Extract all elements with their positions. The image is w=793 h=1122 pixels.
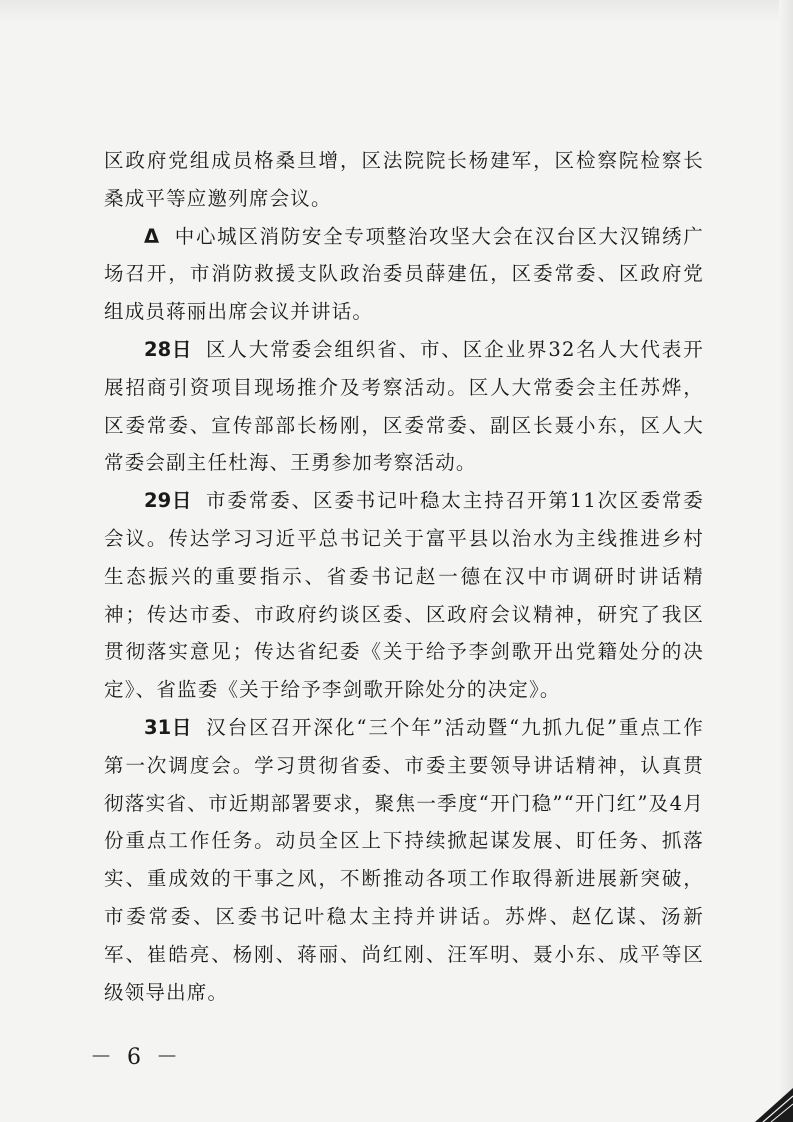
document-body: [104, 142, 704, 1011]
delta-marker-icon: Δ: [144, 224, 161, 248]
date-marker: 28日: [144, 337, 193, 361]
date-marker: 29日: [144, 489, 193, 513]
page-number: － 6 －: [90, 1045, 182, 1070]
paragraph-continuation: [104, 142, 704, 218]
paragraph-text: 区人大常委会组织省、市、区企业界32名人大代表开展招商引资项目现场推介及考察活动。区人大常委会主任苏烨，区委常委、宣传部部长杨刚，区委常委、副区长聂小东，区人大常委会副主任杜海、王勇参加考察活动。: [104, 337, 704, 475]
page-right-edge: [779, 0, 793, 1122]
paragraph-text: 汉台区召开深化“三个年”活动暨“九抓九促”重点工作第一次调度会。学习贯彻省委、市委主要领导讲话精神，认真贯彻落实省、市近期部署要求，聚焦一季度“开门稳”“开门红”及4月份重点工作任务。动员全区上下持续掀起谋发展、盯任务、抓落实、重成效的干事之风，不断推动各项工作取得新进展新突破，市委常委、区委书记叶稳太主持并讲话。苏烨、赵亿谋、汤新军、崔皓亮、杨刚、蒋丽、尚红刚、汪军明、聂小东、成平等区级领导出席。: [104, 715, 704, 1004]
paragraph-event-31: [104, 709, 704, 1011]
paragraph-event-29: [104, 482, 704, 709]
page-curl-icon: [753, 1088, 793, 1122]
date-marker: 31日: [144, 715, 193, 739]
paragraph-text: 中心城区消防安全专项整治攻坚大会在汉台区大汉锦绣广场召开，市消防救援支队政治委员薛建伍，区委常委、区政府党组成员蒋丽出席会议并讲话。: [104, 224, 704, 324]
paragraph-event-28: [104, 331, 704, 482]
paragraph-text: 市委常委、区委书记叶稳太主持召开第11次区委常委会议。传达学习习近平总书记关于富平县以治水为主线推进乡村生态振兴的重要指示、省委书记赵一德在汉中市调研时讲话精神；传达市委、市政府约谈区委、区政府会议精神，研究了我区贯彻落实意见；传达省纪委《关于给予李剑歌开出党籍处分的决定》、省监委《关于给予李剑歌开除处分的决定》。: [104, 489, 704, 702]
paragraph-text: 区政府党组成员格桑旦增，区法院院长杨建军，区检察院检察长桑成平等应邀列席会议。: [104, 149, 704, 210]
paragraph-event-fire-safety: [104, 218, 704, 331]
page-top-edge: [0, 0, 793, 22]
